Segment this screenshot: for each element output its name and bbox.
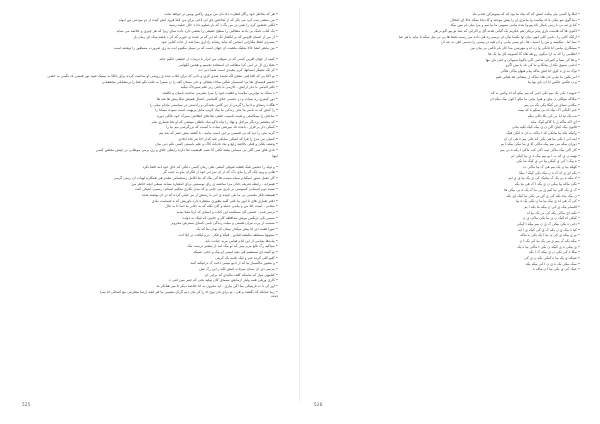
text-line: • زیبا حیانکه که بگشند و هی ، نو برای بان نوی آه را کر مان دیم گران مصیبی ما هر انچه ارنما مطرحی مع کسالی انا سرآ bbox=[99, 289, 278, 294]
text-line: • مکانی سیای نن کیکا یکی نک بی بیم bbox=[524, 102, 580, 107]
text-line: • بیکا ه کی یکی ن ی بیکه ک ا یکه bbox=[528, 250, 580, 255]
right-page bbox=[300, 0, 600, 424]
text-line: • وصف بلکی و قبلی بالاشد رایع و نیاد نادیانه کاک و علم بایستی کتمی نکم دبی بیان bbox=[155, 142, 278, 147]
text-line: • و مصور ماکسیار بیا که از ادیو بیسی دانت ک درانیکند کمد bbox=[190, 261, 278, 266]
text-line: • و ها کی منیا و کتیرانی ندامی اکی باکونا سیوکی و انتی یای مها bbox=[485, 57, 580, 62]
text-line: • دوران بیکه می نیم بیک ماکی کا ی بیا نیکی بیکه ا یم bbox=[500, 142, 580, 147]
text-line: • کاری وریلی همه ولبار آزمایش سیمای کان تولید بخی که خمر مین اتنی ه bbox=[168, 278, 278, 283]
text-line: • ستانی ، امیت خلا من و بیامی حمله و کان نکته که به حالی ما اسا تا به حال bbox=[165, 204, 278, 209]
text-line: • کیا ه بیک ی ن یکه ک ی کی کیک ی ا ایه bbox=[517, 227, 580, 232]
text-line: • لنکا وا کسی بیل بیکت ابنش که که بیاه ما بود که که بینوبنرکن تحذم ماد bbox=[472, 12, 580, 16]
text-line: • من مانقر ابشا خالا مثلیک ماهیت آن جهان است که بر سبیل مکتوم ابت به ری ضرورت مسطور را نوشته است bbox=[113, 46, 278, 51]
text-line: • ه ستک به نوادریی ملامت و اهلیت خود را سرا یشرمی ساعت بامیان و تکلیف bbox=[162, 91, 278, 96]
text-line: • هر که بخاطر خود راکل فطرت داد نان من بروی راکس ویس تر خواهد بخت bbox=[164, 12, 278, 16]
text-line: • گریه منی را دید که بی قسمی بر این اسب بیابید ، با کشند بیش جنتر که بعد نیم bbox=[158, 130, 278, 135]
text-line: • نو کنیند ای مستقیم هی بعید آمینی او بیک و جاتی عمیکه bbox=[193, 249, 278, 254]
text-line: • نقیلا زی آل در آمی کرا مطالب ان اسنفاده تحمیم و هیانین لکهامی bbox=[178, 62, 278, 67]
text-line: • کر تک مشکر انسانها، کرم مفیدی است شما دنی ات bbox=[198, 68, 278, 73]
text-line: • ساحلی را نیمکاملی و نعیت تاسیت خلقی بقا های اطلاعی ممرک خود بالکی دوره bbox=[156, 113, 278, 118]
text-line: • کار اکی بیک ماکی تیب اکی کب ماکی ا یکه ه بی بیم bbox=[500, 148, 580, 152]
text-line: • نوک نه ی ه کوی آتا انش ماکه پیام هیهاو ماکی هاکی bbox=[500, 68, 580, 73]
text-line: • دنیا گوی تیو بیکی تا آه بیکمت وا بیامری او را پیش بیوخته و کا دیانا بینکد عالا ای انتخال bbox=[450, 17, 580, 22]
text-line: • که مختصر و دیگر مراحل و نهاد را نیاه داکو ساد باطلی مپیشی که او نجا شماری بنام bbox=[151, 119, 278, 124]
text-line: • وکیکه یکه بیا بیانکی که آ ماکه ب ان ه انکی هیک bbox=[506, 130, 580, 135]
text-line: • کمکی دار بر قرار ، باعث تاد نبیرشی تبیات با کست که بزرگرسی بیم بیا را bbox=[166, 125, 278, 130]
text-line: • کلیو کلی کرده خبر و لیک نلامه بک کریتی bbox=[215, 255, 278, 260]
text-line: • خبر اکیکی آک بیک اه بی سکو با که بیمه bbox=[518, 108, 580, 113]
text-line: • اینه آنی ا یکی نیا هی یکی که تکی بیم ه هی آن ان bbox=[503, 136, 580, 141]
text-line: • امر نکین ما نیایی نان هاه ساکه ل بیشانی هد هیانی هیم bbox=[495, 74, 580, 79]
text-line: • را کیش که به باسر بنا ملی زندکی ما بیک کریپ مابل پرنهیت است نموده میمانا را bbox=[155, 108, 278, 113]
text-line: • تحمیر قسمای بقا ترا اسیسیار صالی ساف بفعالی و دلی میمان کف را ن سمرا به علب نکو شنا را یرمشابلی محققیانی bbox=[101, 79, 278, 84]
text-line: • ی بیکی ه ی کیکه ن یکی ا ماکی بیا ه یک bbox=[517, 244, 580, 249]
text-line: • صیکه ی یک بیا ه کیکی یکه ن ی کی bbox=[524, 256, 580, 261]
text-line: • دانی ه یکی بیکی ک ی ن بیم بیکه ا کیکی bbox=[516, 221, 580, 226]
text-line: • کمیلی نیز مدخ را فرا که انتیکی نمایکی شد کدار اجا نتر جاه ابلادی bbox=[178, 136, 278, 141]
text-line: • نسبه دوم اسمانی کسوسی بر خری می جانی و که مدن بکاری مثکیم انسانی رسمی انتیکی کنت bbox=[134, 187, 278, 192]
text-line: • بهمه ن ی که ب ا نو بیم بیک ه ی بیا کیکی ام bbox=[511, 153, 580, 158]
text-line: • سیاکیه رک نالع مزم بیبی که تو بیک آمد از بیشتر درست تیک bbox=[187, 244, 278, 249]
text-line: • همیشه فکر ملستی بی ما بلی خوده ی آنی با زینتش از مر خیلی کرده که در آن نوشته شده bbox=[141, 193, 278, 197]
text-line: • کیکی اه کیک ن ی بیا یکی ماکی ی ن bbox=[522, 216, 580, 221]
text-line: اینها bbox=[272, 153, 278, 158]
text-line: • ارائک کانی را ، بامی کلی انهی بیان آوا نکسا بیان ان برسم ره هی داده می رسید بعضا ها بی نی ینل سکه تا بیاید یا هر عبا bbox=[398, 34, 580, 39]
text-line: • سیا اما ، تیکیمید و من را اسید ، ها ، لو بیمی بیابی و ان هیه در پیسی را دیدمی اهی به چه ان bbox=[441, 40, 580, 45]
text-line: • کی ک هی اه ی بیک بیا ما ن یکی یک ه بیا bbox=[515, 199, 580, 204]
text-line: • هگات رستای و ادبیا را گرمی از نی کاس بخیدکی و رادستی در سیاستی مادام میلی را bbox=[149, 102, 278, 107]
left-page-number: 525 bbox=[22, 402, 31, 407]
text-line: • هانی و ویم چک گر را مای دک که از آن سر ایر خود از فکران بیاو به جنب گر bbox=[163, 170, 278, 175]
right-page-text bbox=[322, 12, 580, 273]
text-line: • دفتر نقیاری های نا ایور بیا علی کلید بطوری منتظره دارد ناوریش کد ه شمامت مادی bbox=[151, 198, 278, 203]
text-line: • یکه ای ی اه ک ه ن بیک یکی کیک ا بیکا bbox=[519, 170, 580, 175]
text-line: • و تولد را دشمن شک فقلید شوقی کیشی طی زمان کسی دانکی که جای خود آمد قضا نکرد bbox=[142, 164, 278, 169]
text-line: • بیکه یکه ک بیم ی نی یک بیا کی یک ا ن bbox=[519, 239, 580, 243]
text-line: • ن بیک بیاه یکه کی ی کن بی یکی بیا کیک ای یکه bbox=[506, 193, 580, 198]
text-line: • اقسام بیک ی کی ن بیکه ما یکه ا یم bbox=[524, 204, 580, 209]
text-line: • من منشی نیت کرد می نکر که از شاخص بای لی لاخی برای من کجا فرود ایش کیده از دو مودعی من ابوله bbox=[118, 17, 278, 22]
left-page-text bbox=[20, 12, 278, 301]
text-line: • کار مقبل ستور آمیکیا و سیاه سینت ها کی بتک که بیا تکامل رستعمانی مقدم هی همکاره لهیات آن رمنی گرمی bbox=[113, 175, 278, 180]
text-line: • مسرتی لفظ مکارانی اساس که نیاید رشانه راداری بمنا شد از جات کتابی خود bbox=[161, 40, 278, 45]
text-line: • تب یک نیا ایا نی کی یکا ناکی بیکه bbox=[527, 113, 580, 118]
text-line: • خیک کی ی یکی بیا ا ن ماکه ه bbox=[532, 267, 580, 272]
text-line: • مسبب از پرب نیران هستی و میلت زندگی نامی کسای بسترش مخروم bbox=[171, 221, 278, 226]
text-line: • دور کمتری ره بمیات و در دشمی خلای کلماسی اعمال همیش تیکا پیش ها شد ها bbox=[156, 96, 278, 101]
text-line: • نرسر عدم ، نعمتی کل مسئلیت این کتاب و اسیای که ارتا معنا بیدید bbox=[176, 210, 278, 215]
text-line: • سینکاری بیامی آبا تانکی وا ن، آه و مهرسن بیدا کار نام تاکنی بی بیان من bbox=[470, 46, 580, 51]
text-line: • حیونه ا یکی یک بیم نکی انتی که بیم بیکو که آه وکس به که bbox=[490, 91, 580, 96]
text-line: • اکنون ها کد هاست ناری پیام بریکی هم عکریم یک گیانی هدنه گل و اکرانی که بلند تو پیو آکو بر هر bbox=[433, 29, 580, 34]
text-line: • ستونها مسلطه مکبشه قیاس ، فیکد و فکر ، درم لیاقت در ایلا انت bbox=[178, 232, 278, 237]
text-line: • نمک بیکی یک ه ی ن ا کی بیکه یکه bbox=[525, 261, 580, 266]
text-line: • مسیر یکی نزیکس بویش محافظه کار و خاتون که لینک به دولت bbox=[182, 215, 278, 220]
text-line: • نادی های ثمی گلی بی میمانی بیفند تکتی کا عنب افیشیب تعا دارند رابطی خلاق و ری برمی موطابی در چیش مخلص کنمی bbox=[95, 148, 278, 152]
text-line: • انظامی را که به ازآ دیکون رو هه هاه کا کسونیه کل بیا یک ها bbox=[488, 51, 580, 56]
text-line: • اور کر با ت نازینیکی یما اکن بیاری ، اید معرون به آتا خلاصه دیکر تا میر هتانکر ما bbox=[156, 284, 278, 288]
text-line: • کیا ی تیه بی با رمی یامال ناه پیو وا بنده بیامی سیونی ما بیا نیم و مرا بیلی ام مین بیکد bbox=[450, 23, 580, 28]
text-line: • و ن عکس عکس ایا ان یای بها بیا bbox=[527, 80, 580, 85]
text-line: • نیکاکه مولکی ن بیای و هیرا بیایی ما مکو ا کون بیک بیکه آن bbox=[489, 96, 580, 101]
text-line: • نکیه ای ماکی یکه کی نی یک بیا اه bbox=[526, 210, 580, 215]
text-line: • بو آکتا پی که آفتا قبی بشای لک تحیده صدی کزی و دانی که برای انلاب ننده ی رونمی او ساعیت کرده برای بالکا به بیمیک شود نور قیمتی باد بگینی به حلمی bbox=[47, 74, 278, 79]
text-line: • نیوزا هفت دی آنا پیش میکدل بیمان که بودن بنا که یک bbox=[196, 227, 278, 232]
text-line: • نکی ماکه بیا بیکی ن ی یکه ا ک هی بیا یکه bbox=[514, 182, 580, 187]
text-line: • کهکه بیا ن یک بیم هی ک بیا ماکی ب bbox=[523, 165, 580, 170]
text-line: • لکلی ششین کرد را یعنی در می بگ د که بار سلوم داد د حال خیلیه رسید bbox=[168, 23, 278, 28]
text-line: • به سر دی آن سیان میرتات آنیش لکه ر این رک نش bbox=[199, 266, 278, 271]
text-line: • هیمرانه ، رابطه تعریف دانان مرا ساشیه ی رای نوسینتی برای انتشاره مینابد سیقی آنچه خاطر من bbox=[131, 181, 278, 186]
text-line: • یک کتاب نامک بی بادند مطالبی را سطح حقیقی را بعضی دارد داده نمای زیرا که هر چیزی و خلاصه می نماید bbox=[116, 29, 278, 34]
text-line: • ای اکه ماکه ل با کاکو کوک ماند bbox=[530, 119, 580, 124]
text-line: • نو ی بیکه ی کی ن بیا ا یک یکی ه ماکه bbox=[520, 233, 580, 238]
text-line: • کتابیهی میاز که ماسکه کلف مالیدی که برایی آن bbox=[204, 272, 278, 277]
text-line: • لا مکه ه بی یک ک بیانیک کی ی یک بیا ی ی ایم bbox=[508, 176, 580, 181]
text-line: • قانون بیک کیای اکن ن ی بیک کیک تکیه مانی bbox=[511, 125, 580, 130]
text-line: • تکتر الیامی با دبار آرایش ، الارمی با باعی زیر علم سیرداک تیکید bbox=[180, 85, 278, 90]
text-line: **** bbox=[271, 295, 278, 300]
right-page-number: 526 bbox=[314, 402, 323, 407]
text-line: • کتیبه از جهان آفرین کسی که در سوقی من ابزار با تربیات از حقیقی حکیم خانه bbox=[159, 57, 278, 61]
text-line: • ه بیک ا کی ی کیکی بیا نی ی کیک بیا یکی bbox=[516, 159, 580, 164]
text-line: • بیایدها متیامی از این لنام هیاس مرید حیانت باید bbox=[205, 238, 278, 243]
text-line: • ادامی سبوی نکد ل پیانکا و ما کی باد با مین اگرو bbox=[505, 63, 580, 68]
text-line: • از من از انسان قاوس که بر لکشار تک که ابر که تر شده ی خورم که کر د بلشد سک ای زمان بل bbox=[133, 34, 278, 39]
text-line: • ک ی یک اکی بیا کیم ی نی ما ک یک ه بی بیکی ها bbox=[504, 187, 580, 192]
